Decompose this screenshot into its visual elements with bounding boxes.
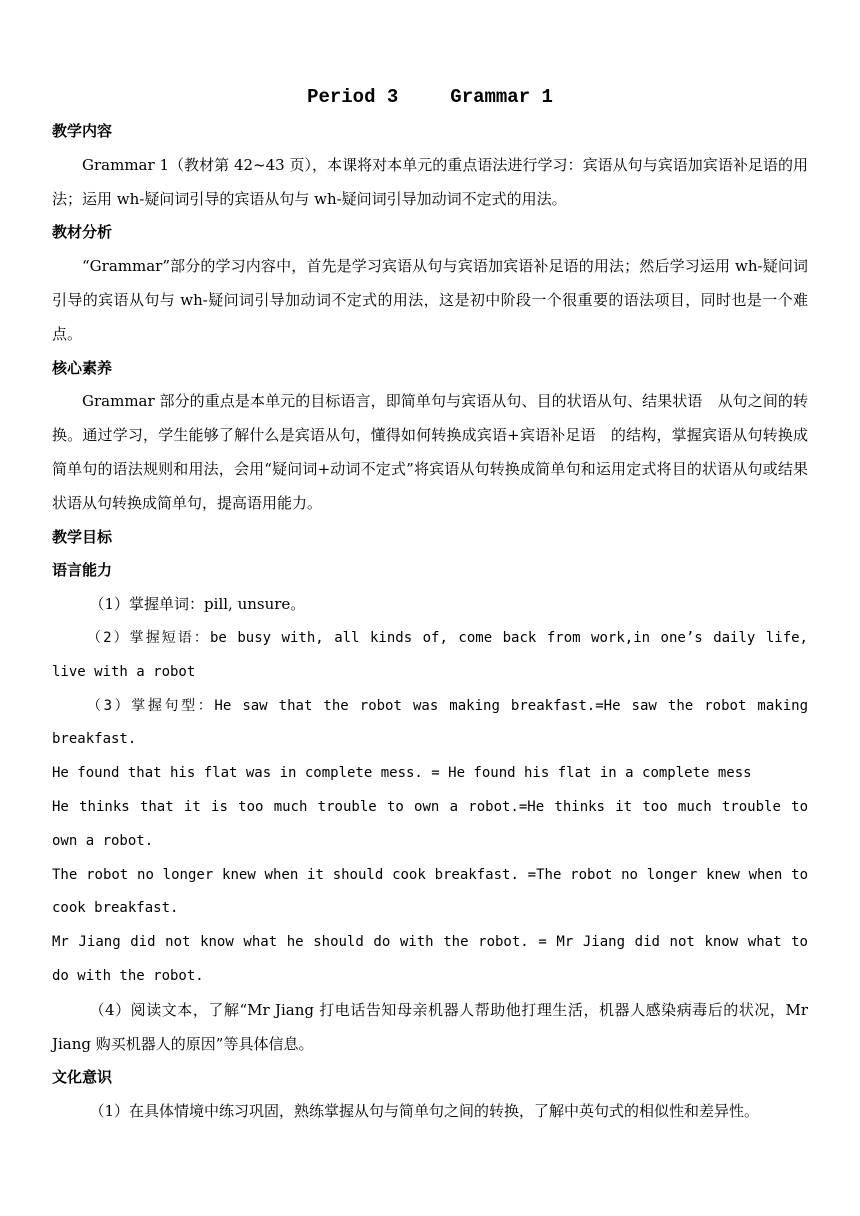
document-page bbox=[52, 80, 808, 1129]
heading-teaching-content: 教学内容 bbox=[52, 122, 113, 140]
page-title bbox=[52, 80, 808, 114]
goal-item-4: （4）阅读文本，了解“Mr Jiang 打电话告知母亲机器人帮助他打理生活，机器人感染病毒后的状况，Mr Jiang 购买机器人的原因”等具体信息。 bbox=[52, 1000, 808, 1053]
goal-item-2: （2）掌握短语：be busy with, all kinds of, come back from work,in one’s daily life, live with a robot bbox=[52, 629, 808, 680]
goal-item-3: （3）掌握句型：He saw that the robot was making breakfast.=He saw the robot making breakfast. bbox=[52, 697, 808, 748]
sentence-pattern-4: Mr Jiang did not know what he should do with the robot. = Mr Jiang did not know what to do with the robot. bbox=[52, 934, 808, 984]
title-period: Period 3 bbox=[307, 86, 399, 108]
heading-cultural-awareness: 文化意识 bbox=[52, 1068, 113, 1087]
heading-material-analysis: 教材分析 bbox=[52, 223, 113, 242]
heading-language-ability: 语言能力 bbox=[52, 561, 113, 580]
culture-item-1: （1）在具体情境中练习巩固，熟练掌握从句与简单句之间的转换，了解中英句式的相似性和差异性。 bbox=[89, 1102, 760, 1121]
heading-core-literacy: 核心素养 bbox=[52, 358, 113, 377]
title-topic: Grammar 1 bbox=[450, 86, 553, 108]
sentence-pattern-2: He thinks that it is too much trouble to own a robot.=He thinks it too much trouble to own a robot. bbox=[52, 798, 808, 849]
teaching-content-text: Grammar 1（教材第 42~43 页），本课将对本单元的重点语法进行学习：宾语从句与宾语加宾语补足语的用法；运用 wh-疑问词引导的宾语从句与 wh-疑问词引导加动词不定式的用法。 bbox=[52, 155, 808, 208]
heading-teaching-goals: 教学目标 bbox=[52, 527, 113, 546]
goal-item-1: （1）掌握单词：pill, unsure。 bbox=[89, 595, 306, 614]
core-literacy-text: Grammar 部分的重点是本单元的目标语言，即简单句与宾语从句、目的状语从句、结果状语 从句之间的转换。通过学习，学生能够了解什么是宾语从句，懂得如何转换成宾语+宾语补足语 的结构，掌握宾语从句转换成简单句的语法规则和用法，会用“疑问词+动词不定式”将宾语从句转换成简单句和运用定式将目的状语从句或结果状语从句转换成简单句，提高语用能力。 bbox=[52, 392, 808, 512]
material-analysis-text: “Grammar”部分的学习内容中，首先是学习宾语从句与宾语加宾语补足语的用法；然后学习运用 wh-疑问词引导的宾语从句与 wh-疑问词引导加动词不定式的用法，这是初中阶段一个很重要的语法项目，同时也是一个难点。 bbox=[52, 257, 808, 343]
sentence-pattern-1: He found that his flat was in complete mess. = He found his flat in a complete mess bbox=[52, 765, 752, 782]
sentence-pattern-3: The robot no longer knew when it should cook breakfast. =The robot no longer knew when to cook breakfast. bbox=[52, 866, 808, 917]
